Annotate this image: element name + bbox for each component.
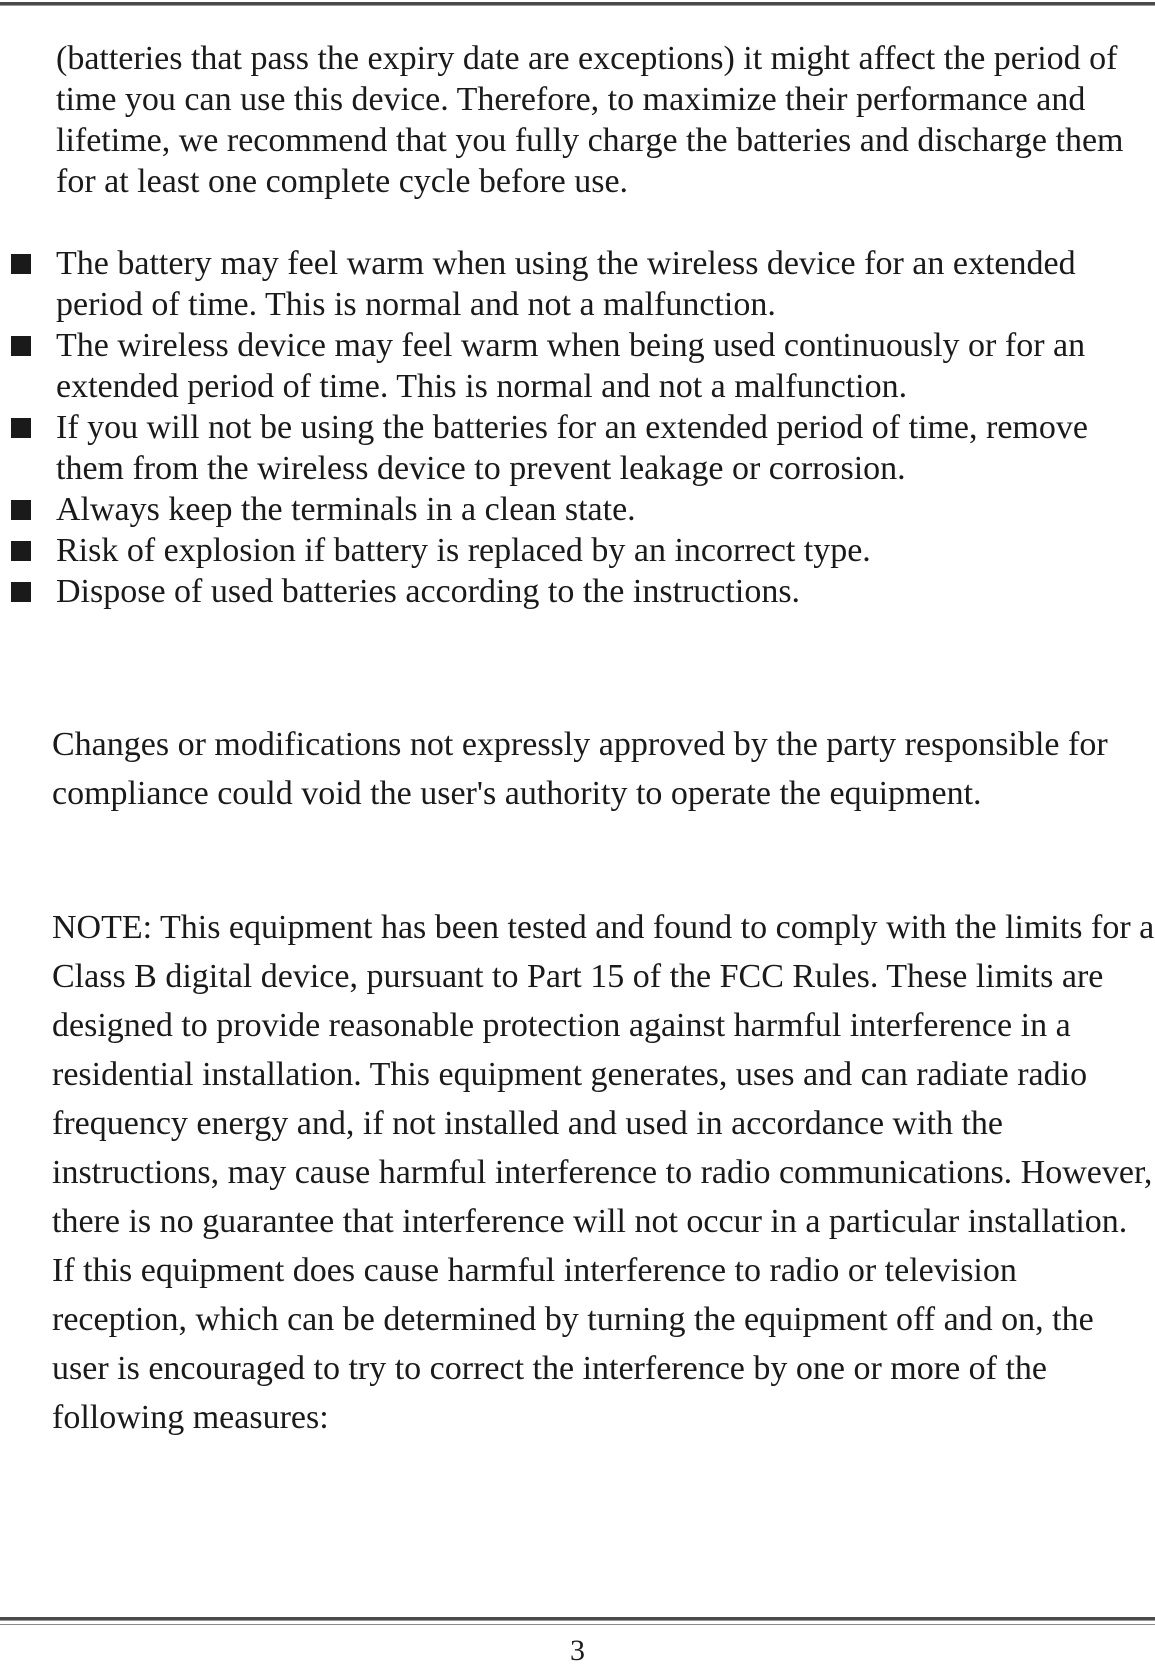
list-item <box>0 489 1155 530</box>
top-rule <box>0 2 1155 6</box>
list-item <box>0 325 1155 407</box>
bottom-rule <box>0 1617 1155 1621</box>
changes-paragraph: Changes or modifications not expressly approved by the party responsible for compliance could void the user's authority to operate the equipment. <box>52 726 1108 812</box>
intro-paragraph: (batteries that pass the expiry date are exceptions) it might affect the period of time you can use this device. Therefore, to maximize their performance and lifetime, we recommend that you fully charge the batteries and discharge them for at least one complete cycle before use. <box>56 40 1124 200</box>
bottom-rule-thin <box>0 1624 1155 1625</box>
list-item-text: Dispose of used batteries according to the instructions. <box>56 573 801 610</box>
list-item <box>0 530 1155 571</box>
list-item-text: The battery may feel warm when using the wireless device for an extended period of time. This is normal and not a malfunction. <box>56 245 1076 323</box>
battery-warning-list <box>0 243 1155 612</box>
list-item <box>0 571 1155 612</box>
square-bullet-icon <box>11 254 31 274</box>
square-bullet-icon <box>11 336 31 356</box>
list-item-text: The wireless device may feel warm when being used continuously or for an extended period of time. This is normal and not a malfunction. <box>56 327 1086 405</box>
list-item <box>0 407 1155 489</box>
list-item <box>0 243 1155 325</box>
list-item-text: Risk of explosion if battery is replaced by an incorrect type. <box>56 532 871 569</box>
square-bullet-icon <box>11 541 31 561</box>
square-bullet-icon <box>11 500 31 520</box>
page-number: 3 <box>570 1634 585 1667</box>
square-bullet-icon <box>11 582 31 602</box>
list-item-text: If you will not be using the batteries for an extended period of time, remove them from the wireless device to prevent leakage or corrosion. <box>56 409 1088 487</box>
square-bullet-icon <box>11 418 31 438</box>
fcc-note-paragraph: NOTE: This equipment has been tested and found to comply with the limits for a Class B digital device, pursuant to Part 15 of the FCC Rules. These limits are designed to provide reasonable protection against harmful interference in a residential installation. This equipment generates, uses and can radiate radio frequency energy and, if not installed and used in accordance with the instructions, may cause harmful interference to radio communications. However, there is no guarantee that interference will not occur in a particular installation. If this equipment does cause harmful interference to radio or television reception, which can be determined by turning the equipment off and on, the user is encouraged to try to correct the interference by one or more of the following measures: <box>52 909 1155 1436</box>
list-item-text: Always keep the terminals in a clean state. <box>56 491 636 528</box>
